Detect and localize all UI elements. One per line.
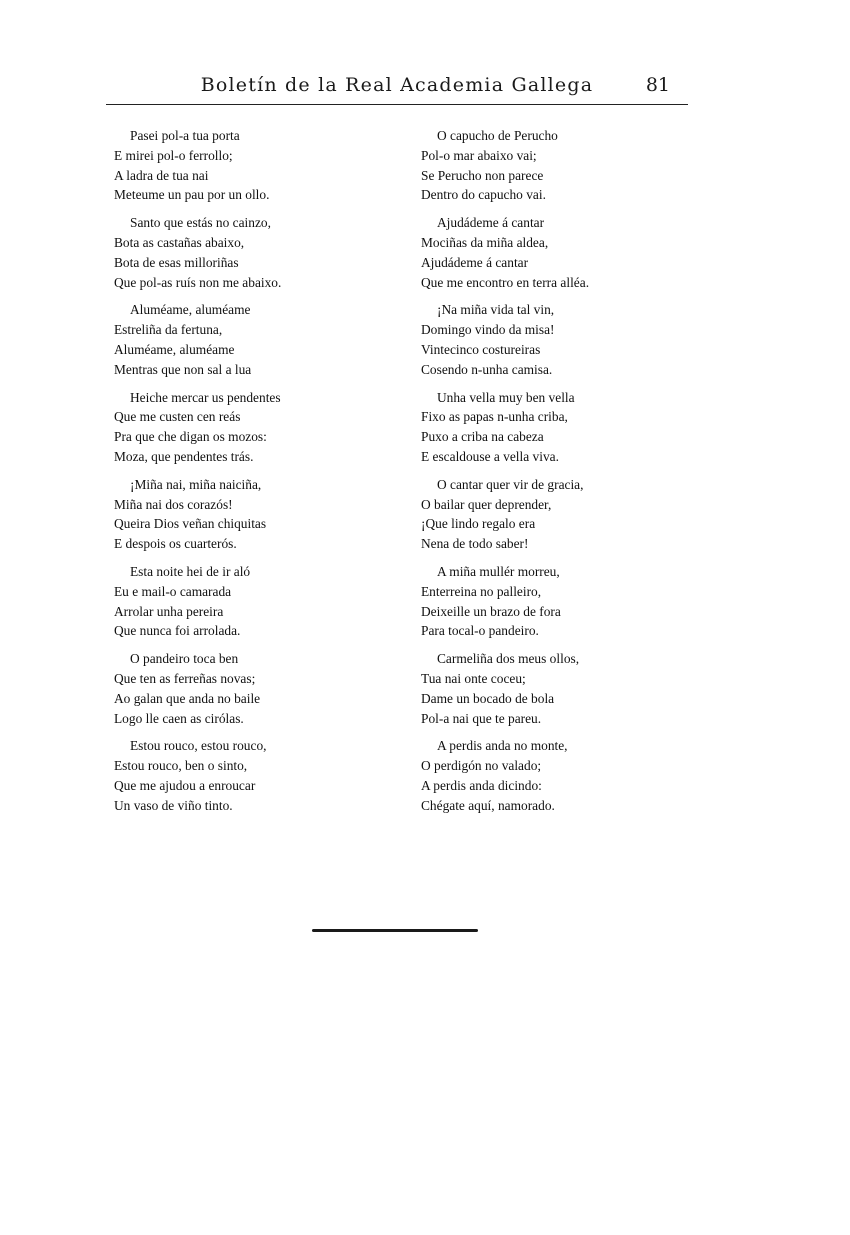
verse-line: A perdis anda no monte, (437, 738, 568, 754)
end-ornament-rule (312, 929, 478, 932)
verse-line: Queira Dios veñan chiquitas (114, 516, 267, 532)
verse-line: Que ten as ferreñas novas; (114, 670, 256, 686)
header-rule (106, 104, 688, 105)
verse-line: ¡Na miña vida tal vin, (437, 302, 555, 318)
verse-line: Tua nai onte coceu; (421, 670, 526, 686)
verse-line: E escaldouse a vella viva. (421, 448, 559, 464)
stanza (421, 475, 721, 554)
verse-line: Bota as castañas abaixo, (114, 234, 245, 250)
verse-line: A perdis anda dicindo: (421, 777, 542, 793)
verse-line: E mirei pol-o ferrollo; (114, 147, 233, 163)
verse-line: Enterreina no palleiro, (421, 583, 542, 599)
verse-line: O cantar quer vir de gracia, (437, 476, 584, 492)
verse-line: Carmeliña dos meus ollos, (437, 651, 580, 667)
page-number: 81 (645, 74, 670, 96)
left-column (114, 126, 414, 824)
verse-line: Dame un bocado de bola (421, 690, 555, 706)
verse-line: Ao galan que anda no baile (114, 690, 261, 706)
verse-line: ¡Miña nai, miña naiciña, (130, 476, 262, 492)
verse-line: Estreliña da fertuna, (114, 322, 223, 338)
verse-line: Pol-a nai que te pareu. (421, 710, 542, 726)
stanza (421, 126, 721, 205)
verse-line: Nena de todo saber! (421, 536, 529, 552)
stanza (114, 562, 414, 641)
verse-line: Aluméame, aluméame (114, 341, 235, 357)
verse-line: O bailar quer deprender, (421, 496, 552, 512)
verse-line: Ajudádeme á cantar (437, 215, 545, 231)
verse-line: Se Perucho non parece (421, 167, 544, 183)
verse-line: Que me ajudou a enroucar (114, 777, 256, 793)
stanza (421, 388, 721, 467)
verse-line: Chégate aquí, namorado. (421, 797, 555, 813)
verse-line: Cosendo n-unha camisa. (421, 361, 553, 377)
verse-line: E despois os cuarterós. (114, 536, 237, 552)
verse-line: Moza, que pendentes trás. (114, 448, 254, 464)
stanza (114, 649, 414, 728)
verse-line: Bota de esas milloriñas (114, 254, 239, 270)
verse-line: Deixeille un brazo de fora (421, 603, 561, 619)
verse-line: Estou rouco, estou rouco, (130, 738, 267, 754)
stanza (114, 388, 414, 467)
verse-line: Aluméame, aluméame (130, 302, 251, 318)
right-column (421, 126, 721, 824)
verse-line: Mentras que non sal a lua (114, 361, 252, 377)
verse-line: Pol-o mar abaixo vai; (421, 147, 537, 163)
verse-line: Un vaso de viño tinto. (114, 797, 233, 813)
stanza (114, 300, 414, 379)
verse-line: Que nunca foi arrolada. (114, 623, 241, 639)
verse-line: Arrolar unha pereira (114, 603, 224, 619)
stanza (421, 300, 721, 379)
stanza (114, 475, 414, 554)
verse-line: O capucho de Perucho (437, 128, 558, 143)
verse-line: Logo lle caen as cirólas. (114, 710, 244, 726)
verse-line: Unha vella muy ben vella (437, 389, 575, 405)
verse-line: Esta noite hei de ir aló (130, 563, 251, 579)
verse-line: Fixo as papas n-unha criba, (421, 409, 568, 425)
stanza (421, 736, 721, 815)
verse-line: O perdigón no valado; (421, 758, 542, 774)
stanza (421, 649, 721, 728)
verse-line: Que pol-as ruís non me abaixo. (114, 274, 282, 290)
stanza (421, 562, 721, 641)
verse-line: Domingo vindo da misa! (421, 322, 555, 338)
verse-line: A miña mullér morreu, (437, 563, 560, 579)
verse-line: Pra que che digan os mozos: (114, 429, 267, 445)
verse-line: Puxo a criba na cabeza (421, 429, 544, 445)
verse-line: Estou rouco, ben o sinto, (114, 758, 248, 774)
verse-line: Dentro do capucho vai. (421, 187, 546, 203)
verse-line: Para tocal-o pandeiro. (421, 623, 539, 639)
journal-title: Boletín de la Real Academia Gallega (200, 74, 594, 96)
verse-line: Santo que estás no cainzo, (130, 215, 271, 231)
verse-line: Heiche mercar us pendentes (130, 389, 281, 405)
page-header (106, 72, 688, 106)
stanza (114, 126, 414, 205)
verse-line: Vintecinco costureiras (421, 341, 541, 357)
verse-line: Meteume un pau por un ollo. (114, 187, 270, 203)
stanza (114, 213, 414, 292)
stanza (421, 213, 721, 292)
verse-line: Mociñas da miña aldea, (421, 234, 549, 250)
stanza (114, 736, 414, 815)
verse-line: Que me custen cen reás (114, 409, 241, 425)
verse-line: Eu e mail-o camarada (114, 583, 232, 599)
verse-line: Ajudádeme á cantar (421, 254, 529, 270)
verse-line: Pasei pol-a tua porta (130, 128, 240, 143)
verse-line: Que me encontro en terra alléa. (421, 274, 590, 290)
verse-line: A ladra de tua nai (114, 167, 209, 183)
verse-line: Miña nai dos corazós! (114, 496, 233, 512)
verse-line: ¡Que lindo regalo era (421, 516, 536, 532)
verse-line: O pandeiro toca ben (130, 651, 239, 667)
